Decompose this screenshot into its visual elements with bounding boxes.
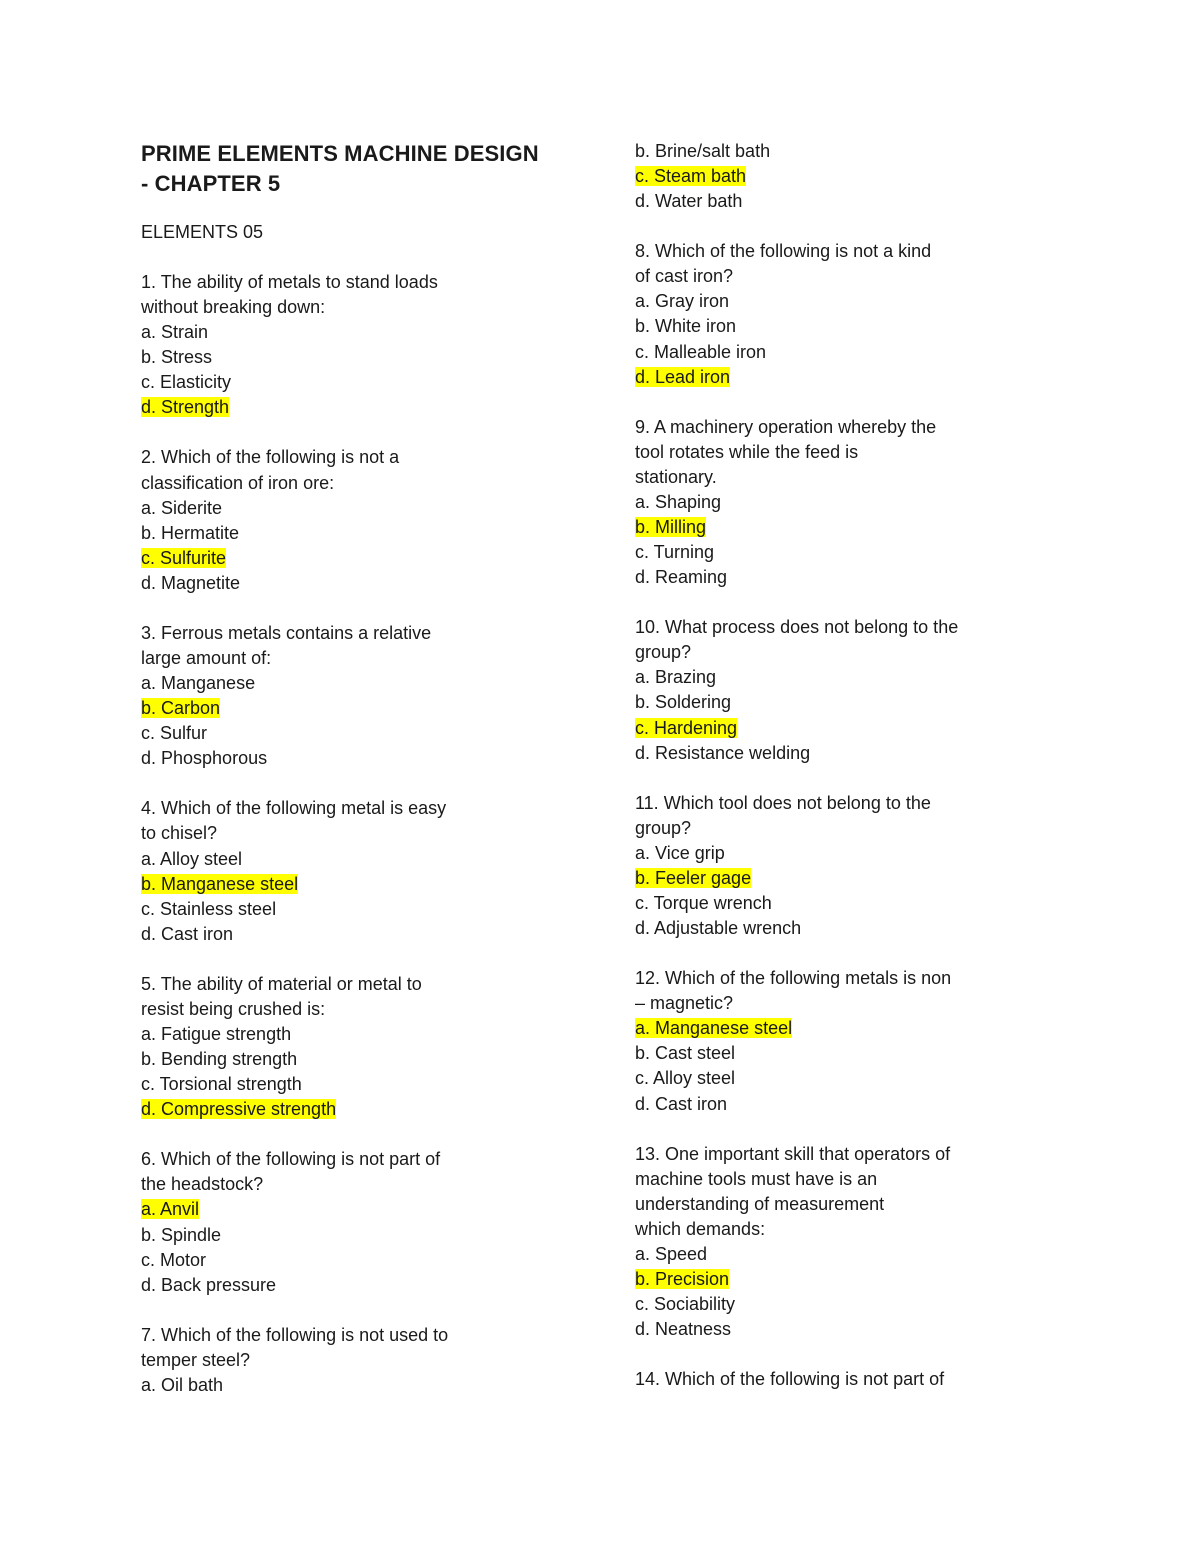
option-text: c. Elasticity — [141, 372, 232, 393]
answer-option — [635, 916, 1055, 941]
option-text: b. White iron — [635, 316, 737, 337]
option-text: c. Torque wrench — [635, 893, 772, 913]
answer-option-highlighted — [141, 395, 581, 420]
answer-option — [635, 1292, 1055, 1317]
spacer — [635, 590, 1055, 615]
question-block — [141, 1147, 581, 1298]
question-text: 5. The ability of material or metal to — [141, 973, 422, 994]
answer-option-highlighted — [141, 872, 581, 897]
left-column — [141, 139, 581, 1398]
spacer — [635, 941, 1055, 966]
option-text: a. Gray iron — [635, 291, 730, 312]
question-text: 3. Ferrous metals contains a relative — [141, 622, 432, 643]
option-text: a. Shaping — [635, 491, 722, 512]
question-text: 14. Which of the following is not part of — [635, 1369, 945, 1390]
answer-option-highlighted — [141, 1197, 581, 1222]
option-text: a. Alloy steel — [141, 848, 243, 869]
answer-option-highlighted — [635, 1016, 1055, 1041]
option-text: d. Compressive strength — [141, 1099, 337, 1120]
question-text: 11. Which tool does not belong to the — [635, 792, 931, 813]
answer-option — [635, 741, 1055, 766]
question-block — [141, 621, 581, 772]
option-text: a. Fatigue strength — [141, 1023, 292, 1044]
answer-option-highlighted — [141, 1097, 581, 1122]
option-text: c. Steam bath — [635, 166, 747, 187]
question-text: – magnetic? — [635, 993, 734, 1014]
option-text: d. Cast iron — [141, 923, 234, 944]
question-list-right — [635, 139, 1055, 1392]
question-block — [141, 972, 581, 1123]
question-block — [635, 239, 1055, 390]
answer-option-highlighted — [141, 696, 581, 721]
spacer — [141, 947, 581, 972]
question-text: without breaking down: — [141, 297, 326, 318]
answer-option — [141, 521, 581, 546]
option-text: c. Sulfur — [141, 723, 208, 744]
answer-option — [141, 1022, 581, 1047]
question-text: of cast iron? — [635, 266, 734, 287]
right-column — [635, 139, 1055, 1392]
answer-option — [141, 671, 581, 696]
option-text: a. Manganese steel — [635, 1018, 793, 1039]
answer-option — [635, 139, 1055, 164]
answer-option — [141, 897, 581, 922]
answer-option — [635, 490, 1055, 515]
question-text: 6. Which of the following is not part of — [141, 1149, 441, 1170]
option-text: d. Adjustable wrench — [635, 918, 802, 939]
question-block — [635, 615, 1055, 766]
question-text: classification of iron ore: — [141, 472, 335, 493]
answer-option — [635, 1092, 1055, 1117]
option-text: b. Cast steel — [635, 1043, 736, 1064]
answer-option — [635, 1041, 1055, 1066]
option-text: d. Neatness — [635, 1319, 732, 1340]
document-title — [141, 139, 581, 199]
question-text: machine tools must have is an — [635, 1168, 878, 1189]
option-text: b. Milling — [635, 517, 707, 537]
answer-option — [141, 370, 581, 395]
option-text: d. Phosphorous — [141, 748, 268, 769]
spacer — [635, 1342, 1055, 1367]
option-text: b. Precision — [635, 1269, 730, 1289]
answer-option — [635, 189, 1055, 214]
answer-option-highlighted — [141, 546, 581, 571]
option-text: d. Water bath — [635, 191, 743, 212]
question-text: resist being crushed is: — [141, 998, 326, 1019]
question-text: 12. Which of the following metals is non — [635, 968, 952, 989]
answer-option-highlighted — [635, 365, 1055, 390]
question-text: the headstock? — [141, 1174, 264, 1195]
answer-option — [141, 496, 581, 521]
option-text: d. Strength — [141, 397, 230, 418]
option-text: b. Stress — [141, 347, 213, 368]
answer-option — [635, 340, 1055, 365]
question-text: understanding of measurement — [635, 1193, 885, 1214]
spacer — [141, 421, 581, 446]
question-block — [635, 139, 1055, 214]
option-text: a. Siderite — [141, 497, 223, 518]
option-text: a. Manganese — [141, 673, 256, 694]
option-text: c. Alloy steel — [635, 1068, 736, 1089]
document-subtitle: ELEMENTS 05 — [141, 222, 264, 242]
answer-option-highlighted — [635, 1267, 1055, 1292]
option-text: d. Lead iron — [635, 366, 731, 387]
answer-option — [141, 721, 581, 746]
answer-option — [141, 571, 581, 596]
option-text: b. Carbon — [141, 698, 221, 719]
question-block — [141, 270, 581, 421]
question-text: 13. One important skill that operators of — [635, 1143, 951, 1164]
option-text: a. Anvil — [141, 1199, 200, 1220]
question-block — [141, 1323, 581, 1398]
option-text: b. Spindle — [141, 1224, 222, 1245]
answer-option — [635, 665, 1055, 690]
answer-option — [141, 1072, 581, 1097]
option-text: c. Torsional strength — [141, 1074, 302, 1095]
question-block — [141, 445, 581, 596]
question-text: 9. A machinery operation whereby the — [635, 416, 937, 437]
question-text: tool rotates while the feed is — [635, 441, 859, 462]
question-text: 4. Which of the following metal is easy — [141, 798, 447, 819]
answer-option — [141, 1373, 581, 1398]
option-text: c. Stainless steel — [141, 898, 277, 919]
question-text: which demands: — [635, 1218, 766, 1239]
answer-option — [141, 320, 581, 345]
option-text: d. Back pressure — [141, 1274, 277, 1295]
answer-option — [141, 1223, 581, 1248]
question-text: 2. Which of the following is not a — [141, 447, 400, 468]
option-text: d. Resistance welding — [635, 742, 811, 763]
answer-option — [635, 314, 1055, 339]
option-text: c. Motor — [141, 1249, 207, 1270]
spacer — [141, 1298, 581, 1323]
spacer — [141, 771, 581, 796]
answer-option — [141, 1248, 581, 1273]
option-text: b. Feeler gage — [635, 867, 752, 888]
spacer — [635, 390, 1055, 415]
question-text: group? — [635, 642, 692, 663]
answer-option — [141, 922, 581, 947]
question-text: group? — [635, 817, 692, 838]
spacer — [141, 1122, 581, 1147]
answer-option — [141, 1047, 581, 1072]
option-text: c. Sociability — [635, 1294, 736, 1315]
option-text: c. Hardening — [635, 717, 738, 738]
option-text: c. Malleable iron — [635, 341, 767, 362]
option-text: d. Reaming — [635, 567, 728, 588]
option-text: c. Sulfurite — [141, 547, 227, 568]
question-block — [635, 791, 1055, 942]
answer-option-highlighted — [635, 716, 1055, 741]
answer-option — [141, 1273, 581, 1298]
option-text: b. Bending strength — [141, 1049, 298, 1070]
option-text: b. Soldering — [635, 692, 732, 713]
question-text: 8. Which of the following is not a kind — [635, 241, 932, 262]
question-block — [141, 796, 581, 947]
answer-option — [635, 841, 1055, 866]
question-text: 7. Which of the following is not used to — [141, 1324, 449, 1345]
answer-option — [635, 1317, 1055, 1342]
question-text: 10. What process does not belong to the — [635, 617, 959, 638]
option-text: b. Hermatite — [141, 522, 240, 543]
question-block — [635, 1367, 1055, 1392]
option-text: a. Vice grip — [635, 842, 725, 863]
answer-option — [141, 847, 581, 872]
answer-option — [635, 289, 1055, 314]
option-text: a. Brazing — [635, 667, 717, 688]
option-text: a. Strain — [141, 322, 209, 343]
question-text: large amount of: — [141, 647, 272, 668]
answer-option — [635, 565, 1055, 590]
title-line-2: - CHAPTER 5 — [141, 171, 281, 196]
spacer — [635, 214, 1055, 239]
option-text: d. Cast iron — [635, 1093, 728, 1114]
option-text: b. Brine/salt bath — [635, 141, 771, 161]
answer-option-highlighted — [635, 164, 1055, 189]
spacer — [635, 766, 1055, 791]
option-text: c. Turning — [635, 542, 715, 563]
option-text: a. Oil bath — [141, 1374, 224, 1395]
answer-option — [635, 891, 1055, 916]
spacer — [635, 1117, 1055, 1142]
answer-option-highlighted — [635, 515, 1055, 540]
title-line-1: PRIME ELEMENTS MACHINE DESIGN — [141, 141, 539, 166]
answer-option — [635, 540, 1055, 565]
answer-option — [635, 690, 1055, 715]
answer-option — [635, 1242, 1055, 1267]
answer-option-highlighted — [635, 866, 1055, 891]
option-text: a. Speed — [635, 1243, 708, 1264]
question-text: to chisel? — [141, 823, 218, 844]
spacer — [141, 596, 581, 621]
question-block — [635, 415, 1055, 591]
question-text: temper steel? — [141, 1349, 251, 1370]
option-text: b. Manganese steel — [141, 873, 299, 894]
question-text: 1. The ability of metals to stand loads — [141, 271, 438, 292]
question-block — [635, 966, 1055, 1117]
answer-option — [141, 746, 581, 771]
option-text: d. Magnetite — [141, 572, 241, 593]
question-text: stationary. — [635, 466, 717, 487]
question-list-left — [141, 270, 581, 1398]
question-block — [635, 1142, 1055, 1343]
answer-option — [141, 345, 581, 370]
answer-option — [635, 1066, 1055, 1091]
